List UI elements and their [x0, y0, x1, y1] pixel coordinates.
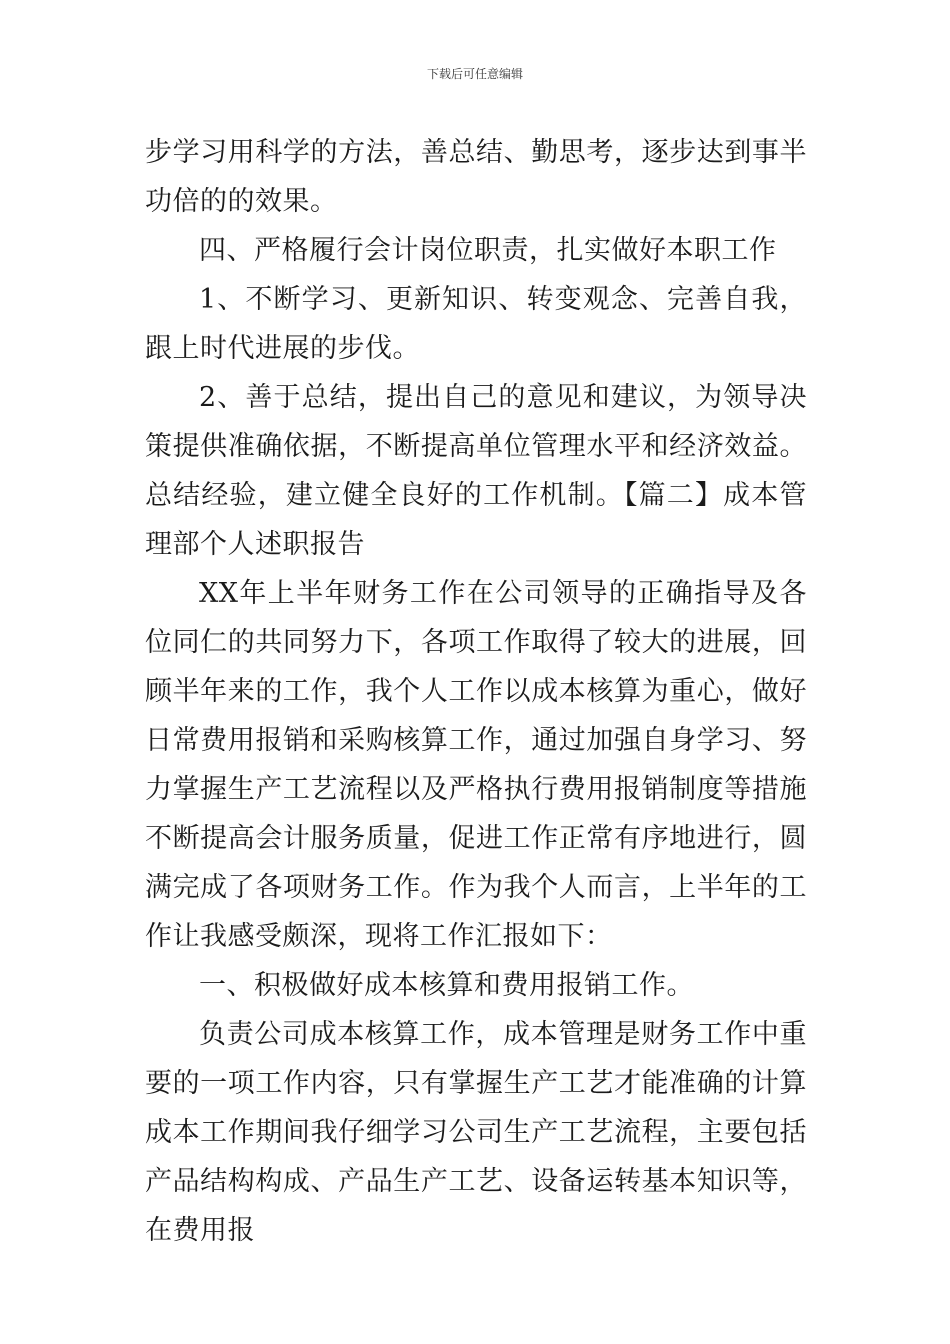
section-heading: 一、积极做好成本核算和费用报销工作。 [199, 970, 694, 1001]
paragraph: 负责公司成本核算工作，成本管理是财务工作中重要的一项工作内容，只有掌握生产工艺才能准确的计算成本工作期间我仔细学习公司生产工艺流程，主要包括产品结构构成、产品生产工艺、设备运转基本知识等，在费用报 [145, 1019, 807, 1246]
paragraph: XX年上半年财务工作在公司领导的正确指导及各位同仁的共同努力下，各项工作取得了较大的进展，回顾半年来的工作，我个人工作以成本核算为重心，做好日常费用报销和采购核算工作，通过加强自身学习、努力掌握生产工艺流程以及严格执行费用报销制度等措施不断提高会计服务质量，促进工作正常有序地进行，圆满完成了各项财务工作。作为我个人而言，上半年的工作让我感受颇深，现将工作汇报如下： [145, 578, 807, 952]
paragraph: 步学习用科学的方法，善总结、勤思考，逐步达到事半功倍的的效果。 [145, 137, 807, 217]
page-header: 下载后可任意编辑 [426, 67, 523, 81]
section-heading: 四、严格履行会计岗位职责，扎实做好本职工作 [199, 235, 777, 266]
document-body [145, 128, 807, 1255]
list-item: 1、不断学习、更新知识、转变观念、完善自我，跟上时代进展的步伐。 [145, 284, 807, 364]
list-item: 2、善于总结，提出自己的意见和建议，为领导决策提供准确依据，不断提高单位管理水平和经济效益。总结经验，建立健全良好的工作机制。【篇二】成本管理部个人述职报告 [145, 382, 807, 560]
